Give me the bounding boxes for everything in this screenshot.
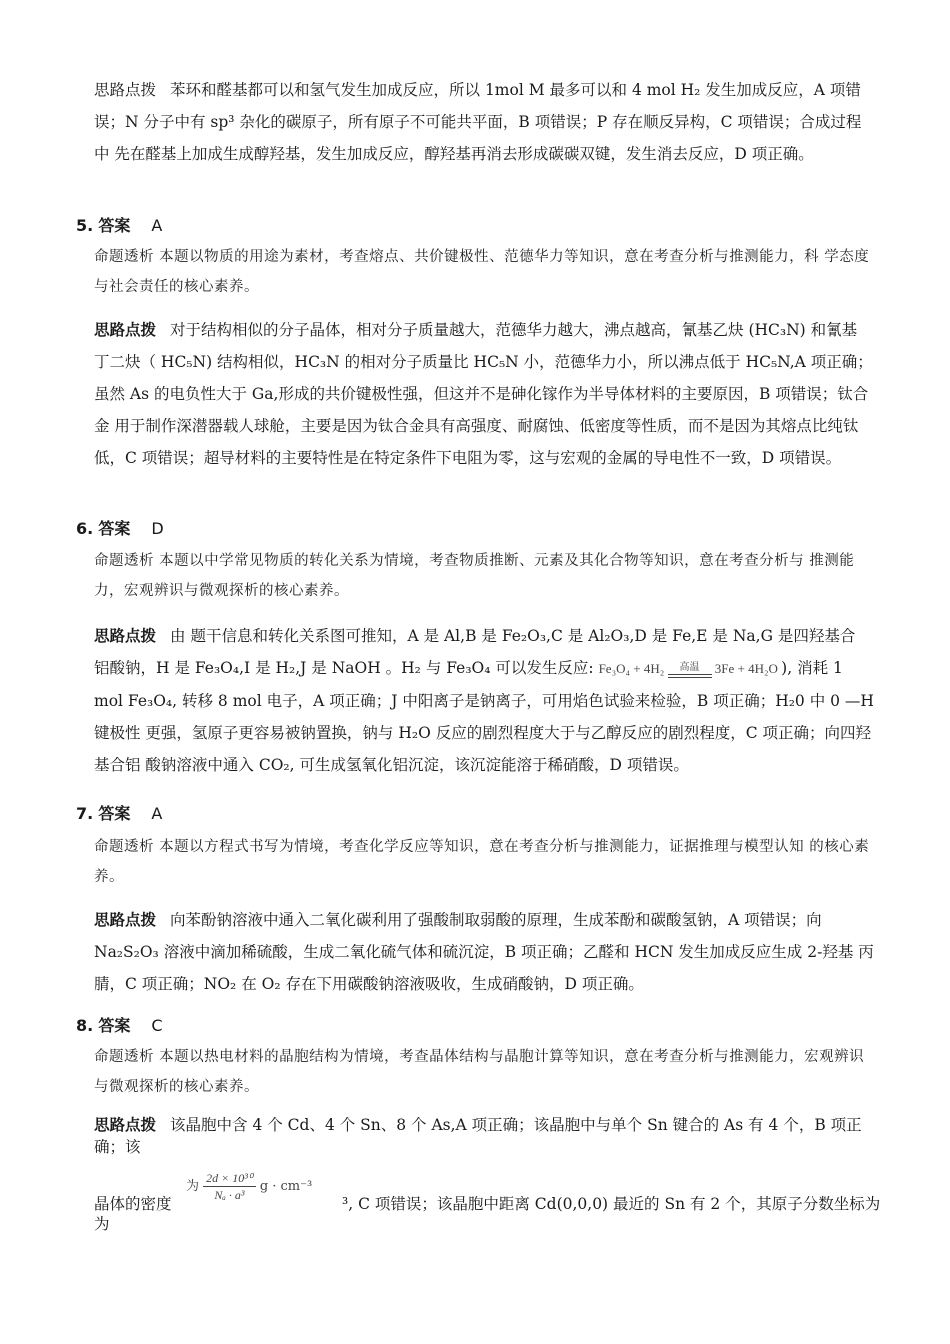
q5-tip-text: 对于结构相似的分子晶体，相对分子质量越大，范德华力越大，沸点越高，氰基乙炔 (HC₃N) 和氰基 丁二炔（ HC₅N) 结构相似，HC₃N 的相对分子质量比 HC₅N 小，范德华力小，所以沸点低于 HC₅N,A 项正确；虽然 As 的电负性大于 Ga,形成的共价键极性强，但这并不是砷化镓作为半导体材料的主要原因，B 项错误；钛合金 用于制作深潜器载人球舱，主要是因为钛合金具有高强度、耐腐蚀、低密度等性质，而不是因为其熔点比纯钛 低，C 项错误；超导材料的主要特性是在特定条件下电阻为零，这与宏观的金属的导电性不一致，D 项错误。: [94, 321, 873, 467]
q6-tip-paragraph: [94, 620, 874, 781]
q6-equation: [599, 661, 782, 676]
q7-heading: [76, 802, 162, 826]
q8-number: 8.: [76, 1016, 94, 1035]
q8-tail-text: ³, C 项错误；该晶胞中距离 Cd(0,0,0) 最近的 Sn 有 2 个，其原子分数坐标为: [342, 1195, 881, 1213]
q5-tip-label: 思路点拨: [94, 321, 157, 339]
q7-intent: 命题透析 本题以方程式书写为情境，考查化学反应等知识，意在考查分析与推测能力，证据推理与模型认知 的核心素养。: [94, 839, 870, 885]
equation-condition: 高温: [679, 661, 700, 673]
q8-answer-value: C: [151, 1016, 163, 1035]
crystal-density-label-2: 为: [94, 1215, 110, 1233]
density-prefix: 为: [186, 1179, 200, 1194]
q5-tip-paragraph: [94, 314, 874, 474]
q6-answer-label: 答案: [98, 519, 131, 538]
equation-left: Fe₃O₄ + 4H₂: [598, 661, 665, 676]
equation-right: 3Fe + 4H₂O: [714, 661, 778, 676]
density-fraction: [203, 1170, 256, 1203]
q7-tip-paragraph: [94, 904, 874, 1000]
q7-answer-value: A: [151, 804, 163, 823]
q6-tip-text-a: 由 题干信息和转化关系图可推知，A 是 Al,B 是 Fe₂O₃,C 是 Al₂O₃,D 是 Fe,E 是 Na,G 是四羟基合 铝酸钠，H 是 Fe₃O₄,I 是 H₂,J 是 NaOH 。H₂ 与 Fe₃O₄ 可以发生反应:: [94, 627, 856, 677]
q5-number: 5.: [76, 216, 94, 235]
q8-heading: [76, 1014, 163, 1038]
q6-heading: [76, 517, 164, 541]
crystal-density-label: 晶体的密度: [94, 1195, 172, 1213]
q4-tip-paragraph: [94, 74, 874, 170]
q5-intent: 命题透析 本题以物质的用途为素材，考查熔点、共价键极性、范德华力等知识，意在考查分析与推测能力，科 学态度与社会责任的核心素养。: [94, 249, 870, 295]
q6-intent: 命题透析 本题以中学常见物质的转化关系为情境，考查物质推断、元素及其化合物等知识，意在考查分析与 推测能力，宏观辨识与微观探析的核心素养。: [94, 553, 855, 599]
q7-number: 7.: [76, 804, 94, 823]
q4-tip-label: 思路点拨: [94, 81, 157, 99]
q7-answer-label: 答案: [98, 804, 131, 823]
q8-answer-label: 答案: [98, 1016, 131, 1035]
q8-tip-paragraph: [94, 1114, 874, 1158]
q6-answer-value: D: [151, 519, 164, 538]
density-unit: g · cm⁻³: [259, 1179, 313, 1194]
q7-tip-label: 思路点拨: [94, 911, 157, 929]
q6-tip-label: 思路点拨: [94, 627, 157, 645]
equation-arrow: [668, 663, 712, 678]
q8-tip-text: 该晶胞中含 4 个 Cd、4 个 Sn、8 个 As,A 项正确；该晶胞中与单个 Sn 键合的 As 有 4 个，B 项正确；该: [94, 1116, 862, 1156]
q4-tip-text: 苯环和醛基都可以和氢气发生加成反应，所以 1mol M 最多可以和 4 mol H₂ 发生加成反应，A 项错 误；N 分子中有 sp³ 杂化的碳原子，所有原子不可能共平面，B 项错误；P 存在顺反异构，C 项错误；合成过程中 先在醛基上加成生成醇羟基，发生加成反应，醇羟基再消去形成碳碳双键，发生消去反应，D 项正确。: [94, 81, 862, 163]
q5-heading: [76, 214, 162, 238]
fraction-denominator: Nₐ · a³: [214, 1188, 245, 1202]
fraction-numerator: 2d × 10³⁰: [203, 1170, 256, 1187]
q6-number: 6.: [76, 519, 94, 538]
density-formula: [186, 1170, 312, 1203]
q8-intent: 命题透析 本题以热电材料的晶胞结构为情境，考查晶体结构与晶胞计算等知识，意在考查分析与推测能力，宏观辨识与微观探析的核心素养。: [94, 1049, 865, 1095]
q5-answer-value: A: [151, 216, 163, 235]
q7-tip-text: 向苯酚钠溶液中通入二氧化碳利用了强酸制取弱酸的原理，生成苯酚和碳酸氢钠，A 项错误；向 Na₂S₂O₃ 溶液中滴加稀硫酸，生成二氧化硫气体和硫沉淀，B 项正确；乙醛和 HCN 发生加成反应生成 2-羟基 丙腈，C 项正确；NO₂ 在 O₂ 存在下用碳酸钠溶液吸收，生成硝酸钠，D 项正确。: [94, 911, 874, 993]
q5-answer-label: 答案: [98, 216, 131, 235]
q8-tip-label: 思路点拨: [94, 1116, 157, 1134]
q6-tip-text-b: ), 消耗 1 mol Fe₃O₄, 转移 8 mol 电子，A 项正确；J 中阳离子是钠离子，可用焰色试验来检验，B 项正确；H₂0 中 0 —H 键极性 更强，氢原子更容易被钠置换，钠与 H₂O 反应的剧烈程度大于与乙醇反应的剧烈程度，C 项正确；向四羟基合铝 酸钠溶液中通入 CO₂, 可生成氢氧化铝沉淀，该沉淀能溶于稀硝酸，D 项错误。: [94, 659, 874, 774]
